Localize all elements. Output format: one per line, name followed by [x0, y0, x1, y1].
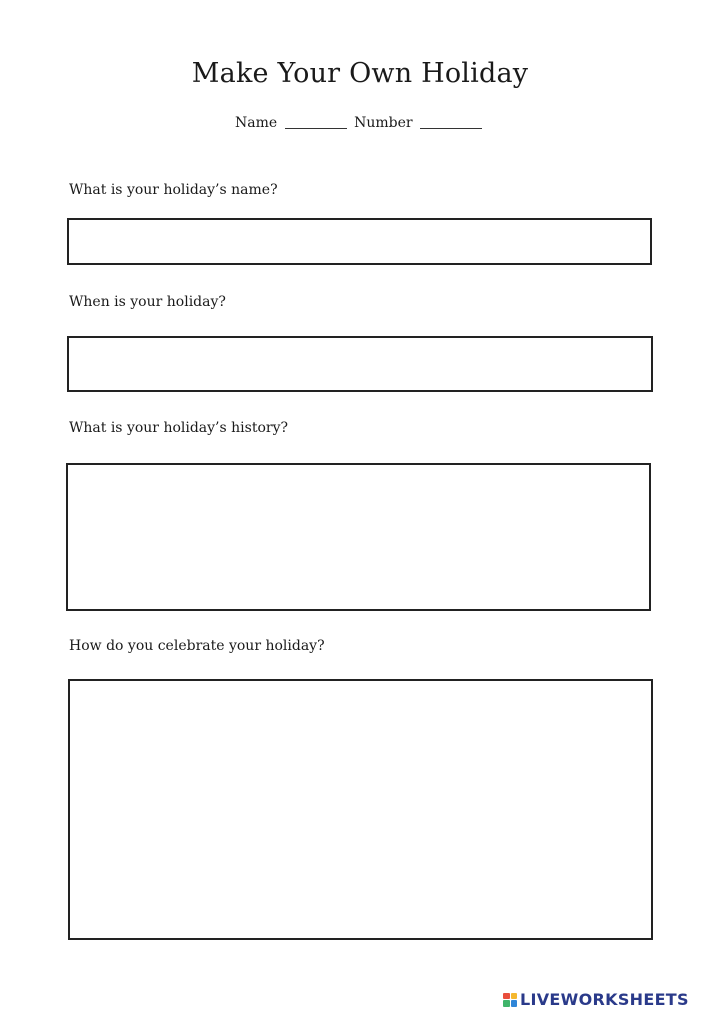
question-holiday-celebrate: How do you celebrate your holiday?	[69, 638, 325, 654]
name-number-line	[0, 115, 720, 131]
number-blank-field[interactable]	[420, 127, 482, 129]
answer-box-holiday-name[interactable]	[67, 218, 652, 265]
name-label: Name	[234, 115, 278, 131]
answer-box-holiday-when[interactable]	[67, 336, 653, 392]
liveworksheets-logo-icon	[503, 993, 517, 1007]
question-holiday-history: What is your holiday’s history?	[69, 420, 288, 436]
number-label: Number	[354, 115, 413, 131]
brand-text: LIVEWORKSHEETS	[520, 990, 689, 1009]
question-holiday-name: What is your holiday’s name?	[69, 182, 278, 198]
liveworksheets-brand	[503, 990, 689, 1009]
page-title: Make Your Own Holiday	[191, 58, 529, 89]
answer-box-holiday-history[interactable]	[66, 463, 651, 611]
name-blank-field[interactable]	[285, 127, 347, 129]
question-holiday-when: When is your holiday?	[69, 294, 226, 310]
answer-box-holiday-celebrate[interactable]	[68, 679, 653, 940]
